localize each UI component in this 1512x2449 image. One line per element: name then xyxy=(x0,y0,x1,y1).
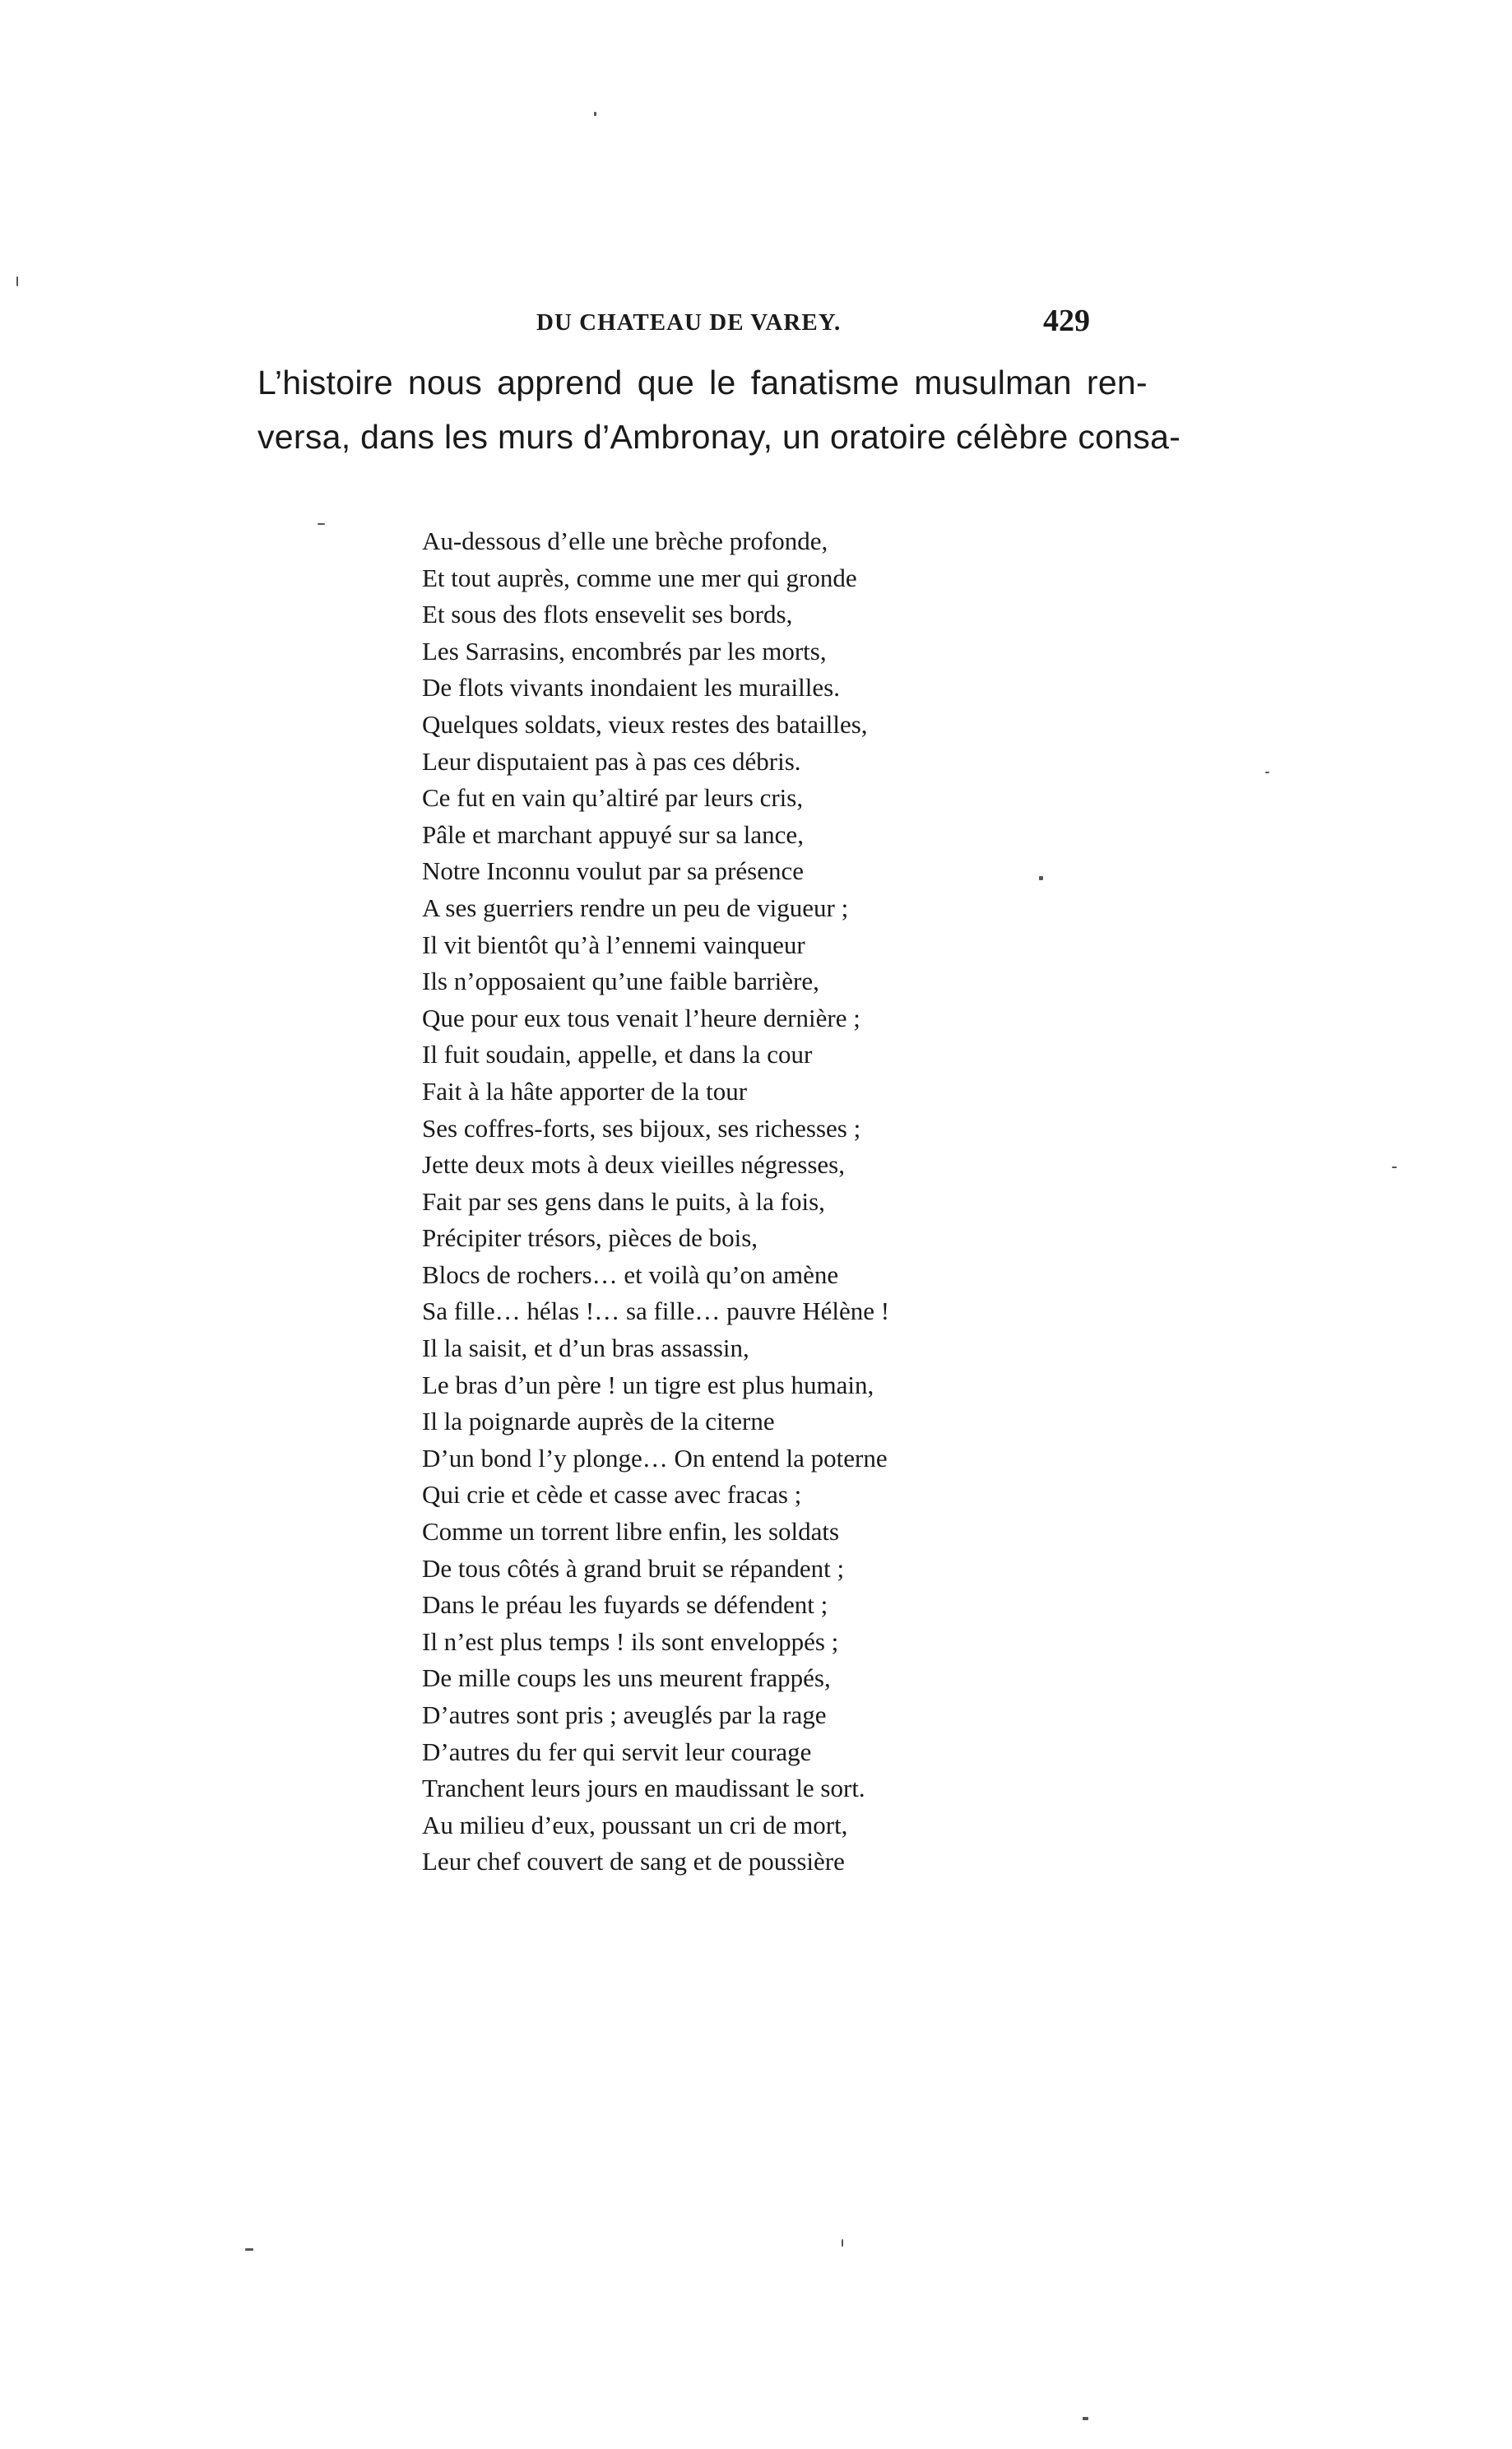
verse-line: Jette deux mots à deux vieilles négresses, xyxy=(422,1150,845,1180)
verse-line: Quelques soldats, vieux restes des batailles, xyxy=(422,709,868,739)
verse-line: Ses coffres-forts, ses bijoux, ses richesses ; xyxy=(422,1113,861,1143)
scan-speck xyxy=(1039,876,1043,880)
verse-line: Fait à la hâte apporter de la tour xyxy=(422,1076,748,1106)
verse-line: D’autres du fer qui servit leur courage xyxy=(422,1737,812,1766)
verse-line: Notre Inconnu voulut par sa présence xyxy=(422,856,804,886)
verse-line: Dans le préau les fuyards se défendent ; xyxy=(422,1590,828,1620)
verse-line: De tous côtés à grand bruit se répandent ; xyxy=(422,1553,845,1583)
page-number: 429 xyxy=(1043,304,1090,338)
verse-line: Il la poignarde auprès de la citerne xyxy=(422,1407,775,1436)
verse-line: A ses guerriers rendre un peu de vigueur ; xyxy=(422,893,849,922)
scan-speck xyxy=(16,276,18,286)
prose-line: L’histoire nous apprend que le fanatisme musulman ren- xyxy=(257,364,1148,401)
verse-line: Et tout auprès, comme une mer qui gronde xyxy=(422,563,857,592)
verse-line: Il n’est plus temps ! ils sont enveloppés ; xyxy=(422,1626,839,1656)
verse-line: Au milieu d’eux, poussant un cri de mort, xyxy=(422,1810,848,1839)
running-head: DU CHATEAU DE VAREY. xyxy=(536,309,842,336)
scan-speck xyxy=(594,112,596,116)
prose-paragraph xyxy=(257,355,1181,464)
verse-line: Les Sarrasins, encombrés par les morts, xyxy=(422,636,827,666)
prose-line: versa, dans les murs d’Ambronay, un oratoire célèbre consa- xyxy=(257,418,1181,456)
verse-line: De mille coups les uns meurent frappés, xyxy=(422,1663,831,1693)
scan-speck xyxy=(318,523,325,525)
verse-line: Et sous des flots ensevelit ses bords, xyxy=(422,600,793,629)
verse-line: Qui crie et cède et casse avec fracas ; xyxy=(422,1480,802,1510)
verse-line: Il la saisit, et d’un bras assassin, xyxy=(422,1333,749,1363)
verse-line: Précipiter trésors, pièces de bois, xyxy=(422,1223,758,1253)
verse-line: De flots vivants inondaient les murailles. xyxy=(422,673,840,703)
verse-line: Pâle et marchant appuyé sur sa lance, xyxy=(422,819,804,849)
verse-block xyxy=(422,523,998,1881)
scan-speck xyxy=(1392,1167,1397,1168)
verse-line: D’autres sont pris ; aveuglés par la rage xyxy=(422,1700,827,1729)
verse-line: Le bras d’un père ! un tigre est plus humain, xyxy=(422,1370,874,1399)
scan-speck xyxy=(245,2248,253,2251)
verse-line: Il vit bientôt qu’à l’ennemi vainqueur xyxy=(422,930,805,959)
scan-speck xyxy=(842,2239,843,2247)
verse-line: Leur disputaient pas à pas ces débris. xyxy=(422,746,801,776)
scan-speck xyxy=(1265,772,1269,773)
verse-line: Au-dessous d’elle une brèche profonde, xyxy=(422,526,828,555)
verse-line: Ils n’opposaient qu’une faible barrière, xyxy=(422,967,819,996)
verse-line: Sa fille… hélas !… sa fille… pauvre Hélène ! xyxy=(422,1296,890,1326)
verse-line: Leur chef couvert de sang et de poussière xyxy=(422,1847,845,1876)
verse-line: Fait par ses gens dans le puits, à la fois, xyxy=(422,1186,825,1216)
verse-line: Ce fut en vain qu’altiré par leurs cris, xyxy=(422,783,804,813)
scan-speck xyxy=(1083,2417,1088,2420)
verse-line: Blocs de rochers… et voilà qu’on amène xyxy=(422,1259,839,1289)
verse-line: Comme un torrent libre enfin, les soldats xyxy=(422,1517,840,1547)
verse-line: Que pour eux tous venait l’heure dernière ; xyxy=(422,1003,860,1032)
verse-line: D’un bond l’y plonge… On entend la poterne xyxy=(422,1443,888,1473)
verse-line: Tranchent leurs jours en maudissant le sort. xyxy=(422,1774,865,1803)
verse-line: Il fuit soudain, appelle, et dans la cour xyxy=(422,1040,813,1069)
